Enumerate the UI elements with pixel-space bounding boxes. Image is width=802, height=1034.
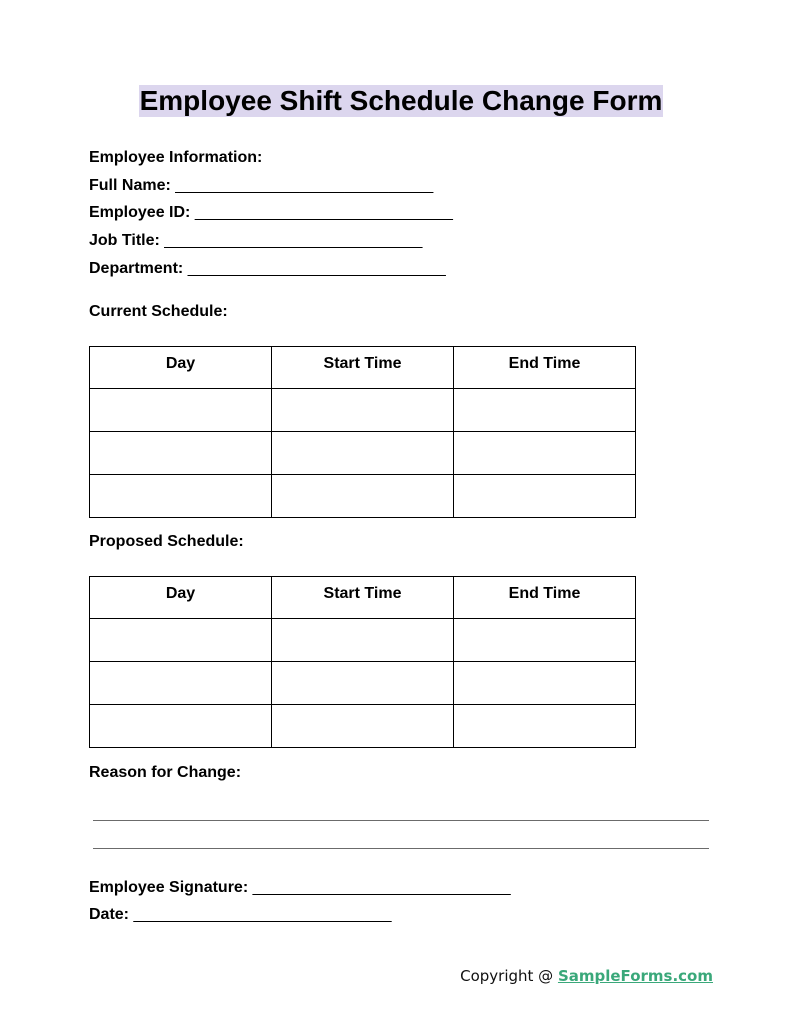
table-row [90, 705, 636, 748]
day-cell[interactable] [90, 432, 272, 475]
department-blank[interactable]: _____________________________ [187, 260, 446, 277]
date-field[interactable] [89, 905, 392, 925]
date-blank[interactable]: _____________________________ [133, 906, 392, 923]
form-title: Employee Shift Schedule Change Form [139, 85, 663, 116]
table-row [90, 619, 636, 662]
job-title-label: Job Title: [89, 232, 160, 249]
start-time-cell[interactable] [272, 475, 454, 518]
copyright-footer [460, 966, 713, 986]
table-row [90, 475, 636, 518]
column-header-end-time: End Time [454, 347, 636, 389]
signature-label: Employee Signature: [89, 879, 249, 896]
column-header-start-time: Start Time [272, 577, 454, 619]
end-time-cell[interactable] [454, 662, 636, 705]
end-time-cell[interactable] [454, 389, 636, 432]
proposed-schedule-table [89, 576, 636, 748]
current-schedule-table [89, 346, 636, 518]
start-time-cell[interactable] [272, 662, 454, 705]
department-field[interactable] [89, 259, 446, 279]
day-cell[interactable] [90, 475, 272, 518]
column-header-day: Day [90, 347, 272, 389]
start-time-cell[interactable] [272, 619, 454, 662]
signature-blank[interactable]: _____________________________ [252, 879, 511, 896]
job-title-field[interactable] [89, 231, 422, 251]
day-cell[interactable] [90, 389, 272, 432]
day-cell[interactable] [90, 619, 272, 662]
column-header-start-time: Start Time [272, 347, 454, 389]
reason-heading: Reason for Change: [89, 764, 242, 781]
employee-info-heading: Employee Information: [89, 149, 263, 166]
table-row [90, 662, 636, 705]
copyright-text: Copyright @ [460, 967, 558, 985]
proposed-schedule-heading: Proposed Schedule: [89, 533, 244, 550]
start-time-cell[interactable] [272, 705, 454, 748]
start-time-cell[interactable] [272, 389, 454, 432]
current-schedule-heading: Current Schedule: [89, 303, 228, 320]
full-name-label: Full Name: [89, 177, 171, 194]
end-time-cell[interactable] [454, 432, 636, 475]
department-label: Department: [89, 260, 184, 277]
column-header-day: Day [90, 577, 272, 619]
end-time-cell[interactable] [454, 475, 636, 518]
date-label: Date: [89, 906, 130, 923]
day-cell[interactable] [90, 662, 272, 705]
table-row [90, 389, 636, 432]
table-header-row [90, 347, 636, 389]
reason-line-2[interactable] [93, 848, 709, 849]
reason-line-1[interactable] [93, 820, 709, 821]
column-header-end-time: End Time [454, 577, 636, 619]
day-cell[interactable] [90, 705, 272, 748]
full-name-field[interactable] [89, 176, 433, 196]
employee-id-blank[interactable]: _____________________________ [194, 204, 453, 221]
sampleforms-link[interactable]: SampleForms.com [557, 967, 713, 985]
employee-id-field[interactable] [89, 203, 453, 223]
signature-field[interactable] [89, 878, 511, 898]
job-title-blank[interactable]: _____________________________ [164, 232, 423, 249]
form-title-wrapper [0, 85, 802, 117]
start-time-cell[interactable] [272, 432, 454, 475]
employee-id-label: Employee ID: [89, 204, 191, 221]
table-row [90, 432, 636, 475]
table-header-row [90, 577, 636, 619]
end-time-cell[interactable] [454, 619, 636, 662]
full-name-blank[interactable]: _____________________________ [175, 177, 434, 194]
end-time-cell[interactable] [454, 705, 636, 748]
